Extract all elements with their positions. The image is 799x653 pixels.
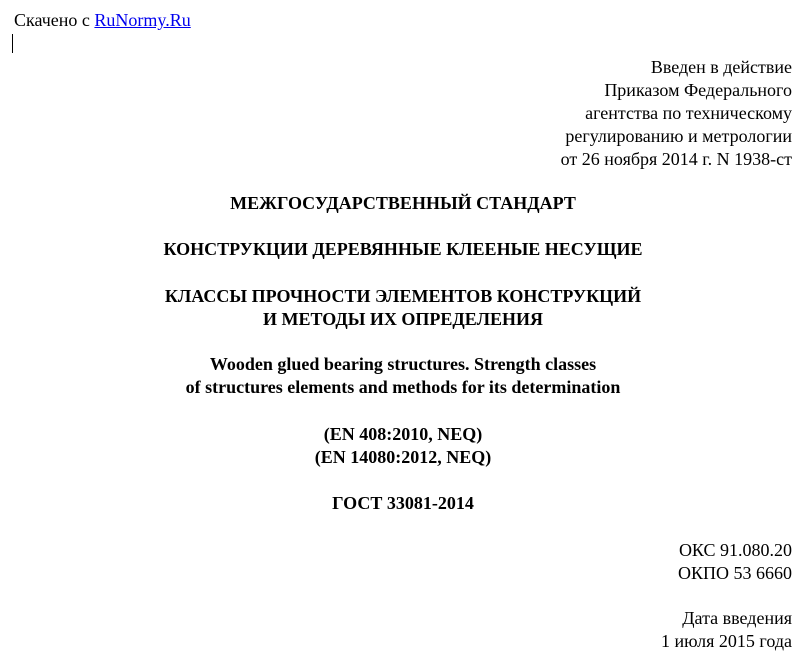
- subtitle-line: И МЕТОДЫ ИХ ОПРЕДЕЛЕНИЯ: [262, 309, 543, 329]
- standard-subtitle: [0, 285, 799, 331]
- introduction-line: Введен в действие: [650, 57, 792, 77]
- introduction-line: Приказом Федерального: [604, 80, 792, 100]
- introduction-line: агентства по техническому: [585, 103, 792, 123]
- runormy-link[interactable]: RuNormy.Ru: [94, 10, 191, 30]
- effective-date-value: 1 июля 2015 года: [661, 631, 792, 651]
- en-references: [0, 423, 799, 469]
- okpo-code: ОКПО 53 6660: [677, 563, 792, 583]
- downloaded-prefix: Скачено с: [14, 10, 95, 30]
- effective-date-block: [661, 607, 792, 653]
- text-cursor: [12, 34, 13, 53]
- introduction-line: регулированию и метрологии: [565, 126, 792, 146]
- english-title-line: of structures elements and methods for its determination: [185, 377, 621, 397]
- en-reference: (EN 14080:2012, NEQ): [314, 447, 492, 467]
- gost-number: [0, 492, 799, 515]
- oks-code: ОКС 91.080.20: [678, 540, 792, 560]
- introduction-block: [561, 56, 792, 171]
- standard-type-text: МЕЖГОСУДАРСТВЕННЫЙ СТАНДАРТ: [230, 193, 576, 213]
- introduction-line: от 26 ноября 2014 г. N 1938-ст: [560, 149, 792, 169]
- effective-date-label: Дата введения: [682, 608, 792, 628]
- en-reference: (EN 408:2010, NEQ): [323, 424, 483, 444]
- classification-codes: [678, 539, 792, 585]
- gost-number-text: ГОСТ 33081-2014: [332, 493, 474, 513]
- standard-title: [0, 238, 799, 261]
- subtitle-line: КЛАССЫ ПРОЧНОСТИ ЭЛЕМЕНТОВ КОНСТРУКЦИЙ: [164, 286, 642, 306]
- standard-title-text: КОНСТРУКЦИИ ДЕРЕВЯННЫЕ КЛЕЕНЫЕ НЕСУЩИЕ: [163, 239, 643, 259]
- standard-type: [0, 192, 799, 215]
- downloaded-from-line: [14, 9, 191, 31]
- english-title: [0, 353, 799, 399]
- english-title-line: Wooden glued bearing structures. Strength classes: [209, 354, 597, 374]
